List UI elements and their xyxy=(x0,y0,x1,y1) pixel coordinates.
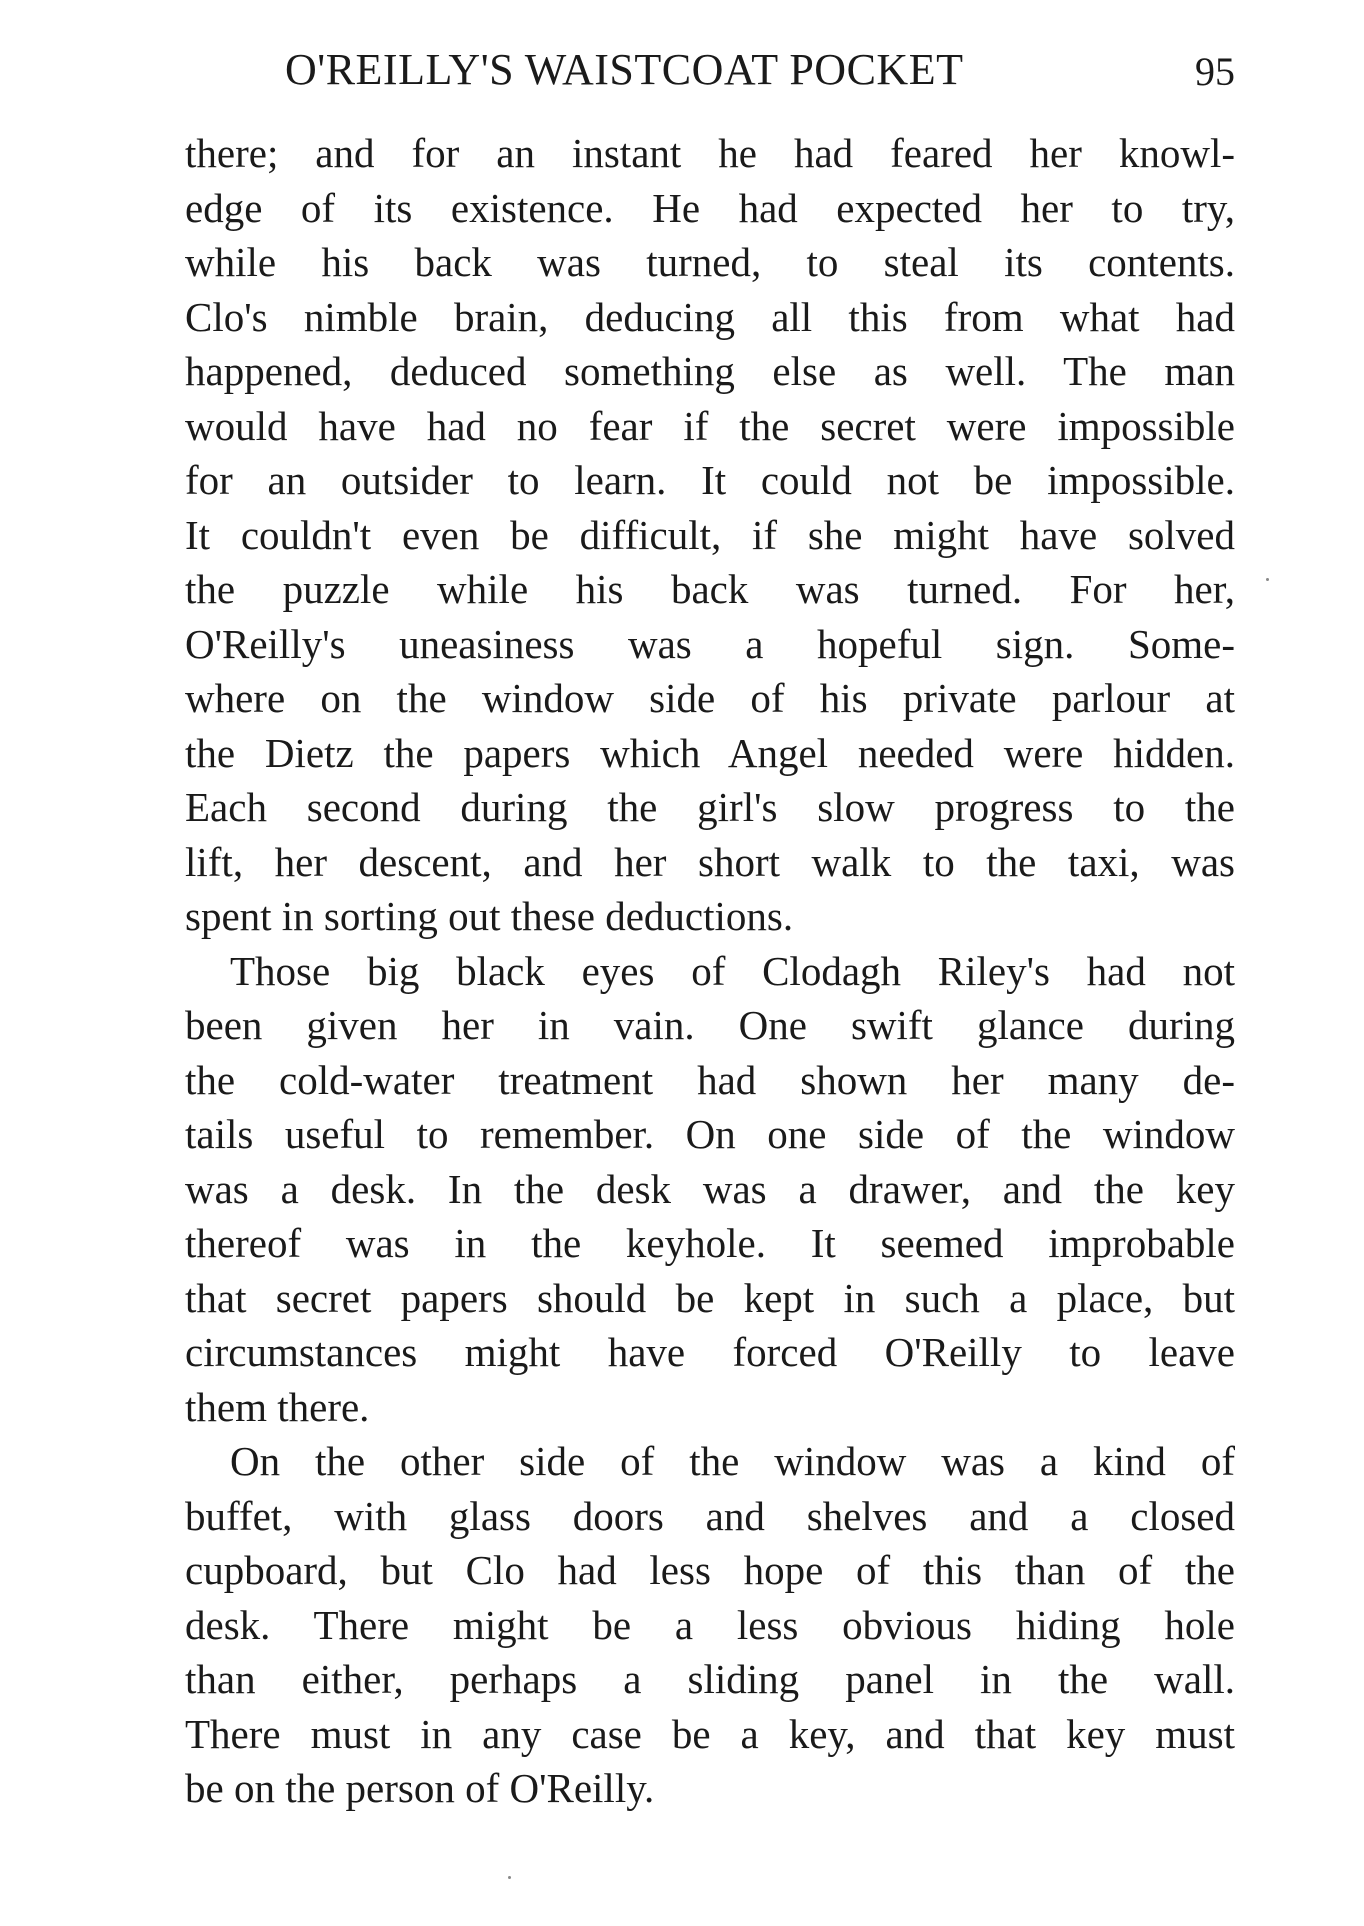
text-line: there; and for an instant he had feared her knowl- xyxy=(185,130,1235,176)
text-line: buffet, with glass doors and shelves and a closed xyxy=(185,1492,1235,1539)
text-line: where on the window side of his private parlour at xyxy=(185,675,1235,721)
text-line: that secret papers should be kept in such a place, but xyxy=(185,1274,1235,1321)
text-line: circumstances might have forced O'Reilly to leave xyxy=(185,1329,1235,1375)
text-line: happened, deduced something else as well. The man xyxy=(185,348,1235,394)
scan-speck xyxy=(508,1876,511,1879)
text-line: Those big black eyes of Clodagh Riley's had not xyxy=(230,947,1235,994)
text-line: There must in any case be a key, and that key must xyxy=(185,1710,1235,1757)
text-line: spent in sorting out these deductions. xyxy=(185,893,794,939)
text-line: been given her in vain. One swift glance during xyxy=(185,1002,1235,1048)
text-line: edge of its existence. He had expected her to try, xyxy=(185,184,1235,231)
body-text xyxy=(185,126,1235,1816)
paragraph-2 xyxy=(185,944,1235,1435)
text-line: the puzzle while his back was turned. For her, xyxy=(185,566,1235,612)
text-line: while his back was turned, to steal its contents. xyxy=(185,239,1235,285)
text-line: than either, perhaps a sliding panel in the wall. xyxy=(185,1656,1235,1702)
text-line: desk. There might be a less obvious hiding hole xyxy=(185,1601,1235,1648)
paragraph-1 xyxy=(185,126,1235,944)
paragraph-3 xyxy=(185,1434,1235,1816)
text-line: It couldn't even be difficult, if she might have solved xyxy=(185,511,1235,558)
text-line: them there. xyxy=(185,1383,370,1430)
text-line: thereof was in the keyhole. It seemed improbable xyxy=(185,1220,1235,1266)
text-line: On the other side of the window was a kind of xyxy=(230,1438,1235,1484)
text-line: O'Reilly's uneasiness was a hopeful sign. Some- xyxy=(185,620,1235,667)
scan-speck xyxy=(1266,578,1269,581)
text-line: the Dietz the papers which Angel needed were hidden. xyxy=(185,729,1235,776)
text-line: for an outsider to learn. It could not be impossible. xyxy=(185,457,1235,503)
text-line: the cold-water treatment had shown her many de- xyxy=(185,1056,1235,1103)
text-line: would have had no fear if the secret were impossible xyxy=(185,402,1235,449)
text-line: Clo's nimble brain, deducing all this from what had xyxy=(185,293,1235,340)
running-head xyxy=(185,44,1235,104)
text-line: Each second during the girl's slow progress to the xyxy=(185,784,1235,830)
text-line: lift, her descent, and her short walk to the taxi, was xyxy=(185,838,1235,885)
page-number: 95 xyxy=(1195,49,1235,94)
text-line: cupboard, but Clo had less hope of this than of the xyxy=(185,1547,1235,1593)
text-line: be on the person of O'Reilly. xyxy=(185,1765,655,1811)
text-line: was a desk. In the desk was a drawer, and the key xyxy=(185,1165,1235,1212)
text-line: tails useful to remember. On one side of the window xyxy=(185,1111,1235,1157)
running-title: O'REILLY'S WAISTCOAT POCKET xyxy=(285,45,964,94)
